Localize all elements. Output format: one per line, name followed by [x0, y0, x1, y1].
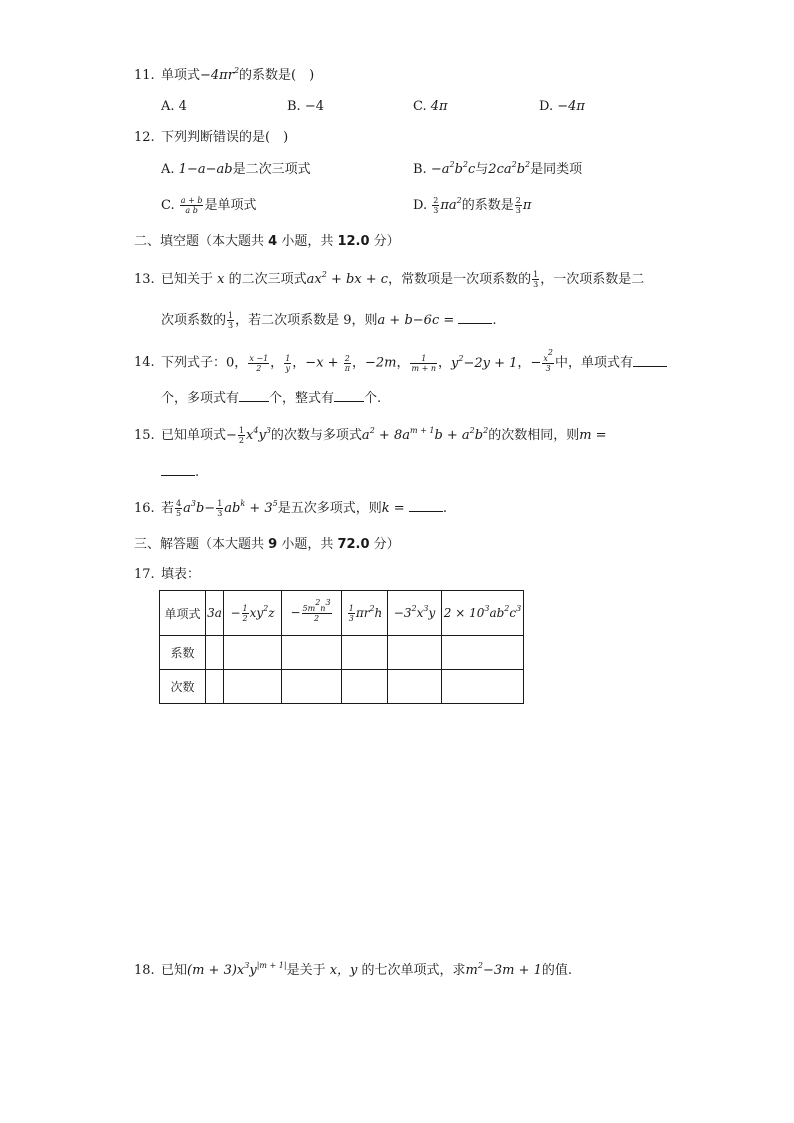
- fraction: $\frac{1}{3}$: [228, 311, 234, 330]
- section-heading-answers: 三、解答题（本大题共 9 小题，共 72.0 分）: [134, 537, 400, 552]
- answer-blank[interactable]: [458, 311, 492, 324]
- answer-cell[interactable]: [388, 636, 442, 670]
- answer-cell[interactable]: [206, 636, 224, 670]
- table-header-cell: 系数: [160, 636, 206, 670]
- question-number: 15.: [134, 428, 155, 443]
- page: 11. 单项式$-4\pi r^2$的系数是( ) A. 4 B. −4 C. 4π D. −4π 12. 下列判断错误的是( ) A. 1−a−ab是二次三项式 B. $-a^2b^2c$与$2ca^2b^2$是同类项 C. $\frac{a + b}{\text{a b}}$ 是单项式 D. $\frac{2}{3}$ $\pi a^2$的系数是 $\frac{2}{3}$ π 二、填空题（本大题共 4 小题，共 12.0 分） 13. 已知关于 x 的二次三项式$ax^2$ + bx + c，常数项是一次项系数的 $\frac{1}{3}$ ，一次项系数是二 次项系数的 $\frac{1}{3}$ ，若二次项系数是 9，则a + b−6c = . 14. 下列式子：0， $\frac{x -1}{2}$ ， $\frac{1}{y}$ ，−x + $\frac{2}{\pi}$ ，−2m， $\frac{1}{m + n}$ ，$y^2-2y + 1$，− $\frac{x^2}{3}$ 中，单项式有 个，多项式有 个，整式有 个. 15. 已知单项式− $\frac{1}{2}$ $x^4y^3$的次数与多项式$a^2 + 8a^{m + 1}b + a^2b^2$的次数相同，则m = . 16. 若 $\frac{4}{5}$ $a^3b-$ $\frac{1}{3}$ $ab^k + 3^5$是五次多项式，则k = . 三、解答题（本大题共 9 小题，共 72.0 分） 17. 填表： 单项式 3a − $\frac{1}{2}$ $xy^2z$ − $\frac{5m^2n^3}{2}$ $\frac{1}{3}$ $\pi r^2h$ $-3^2x^3y$ $2 \times 10^3ab^2c^3$ 系数 次数 18. 已知$(m + 3)x^3y^{|m + 1|}$是关于 x，y 的七次单项式，求$m^2-3m + 1$的值.: [0, 0, 794, 1123]
- monomial-table: [159, 590, 524, 704]
- answer-blank[interactable]: [239, 389, 269, 402]
- table-row: [160, 670, 524, 704]
- answer-blank[interactable]: [334, 389, 364, 402]
- fraction: $\frac{1}{3}$: [533, 270, 539, 289]
- math-expression: $-4\pi r^2$: [200, 66, 240, 83]
- answer-cell[interactable]: [442, 670, 524, 704]
- table-cell: − $\frac{5m^2n^3}{2}$: [282, 591, 342, 636]
- table-cell: 3a: [206, 591, 224, 636]
- answer-cell[interactable]: [342, 636, 388, 670]
- fraction: $\frac{x^2}{3}$: [543, 348, 553, 373]
- question-number: 13.: [134, 272, 155, 287]
- answer-cell[interactable]: [282, 670, 342, 704]
- table-cell: $2 \times 10^3ab^2c^3$: [442, 591, 524, 636]
- answer-blank[interactable]: [161, 463, 195, 476]
- table-header-cell: 次数: [160, 670, 206, 704]
- question-number: 14.: [134, 355, 155, 370]
- fraction: $\frac{1}{2}$: [238, 426, 245, 445]
- fraction: $\frac{1}{y}$: [285, 353, 291, 373]
- question-number: 18.: [134, 963, 155, 978]
- fraction: $\frac{x -1}{2}$: [249, 353, 269, 373]
- answer-cell[interactable]: [442, 636, 524, 670]
- answer-cell[interactable]: [388, 670, 442, 704]
- fraction: $\frac{1}{3}$: [217, 499, 223, 518]
- table-row: [160, 636, 524, 670]
- table-header-cell: 单项式: [160, 591, 206, 636]
- option-c[interactable]: C. $\frac{a + b}{\text{a b}}$ 是单项式: [161, 196, 257, 215]
- table-cell: $-3^2x^3y$: [388, 591, 442, 636]
- question-number: 17.: [134, 567, 155, 582]
- fraction: $\frac{4}{5}$: [176, 499, 182, 518]
- fraction: $\frac{2}{3}$: [433, 196, 439, 215]
- stem-text: 填表：: [161, 567, 201, 582]
- stem-text: 下列判断错误的是( ): [161, 130, 289, 145]
- fraction: $\frac{1}{m + n}$: [411, 353, 437, 373]
- answer-cell[interactable]: [342, 670, 388, 704]
- answer-blank[interactable]: [633, 354, 667, 367]
- section-heading-fill-in: 二、填空题（本大题共 4 小题，共 12.0 分）: [134, 234, 400, 249]
- option-d[interactable]: D. −4π: [539, 99, 585, 114]
- option-a[interactable]: A. 1−a−ab是二次三项式: [161, 162, 311, 177]
- table-cell: − $\frac{1}{2}$ $xy^2z$: [224, 591, 282, 636]
- question-number: 12.: [134, 130, 155, 145]
- fraction: $\frac{2}{\pi}$: [344, 353, 350, 373]
- fraction: $\frac{2}{3}$: [515, 196, 521, 215]
- option-c[interactable]: C. 4π: [413, 99, 448, 114]
- answer-blank[interactable]: [409, 499, 443, 512]
- stem-text: 单项式: [161, 68, 201, 83]
- answer-cell[interactable]: [206, 670, 224, 704]
- option-a[interactable]: A. 4: [161, 99, 187, 114]
- table-cell: $\frac{1}{3}$ $\pi r^2h$: [342, 591, 388, 636]
- answer-cell[interactable]: [224, 636, 282, 670]
- fraction: $\frac{a + b}{\text{a b}}$: [180, 196, 203, 215]
- option-b[interactable]: B. −4: [287, 99, 324, 114]
- option-b[interactable]: B. $-a^2b^2c$与$2ca^2b^2$是同类项: [413, 160, 583, 177]
- stem-text: 的系数是( ): [239, 68, 315, 83]
- answer-cell[interactable]: [282, 636, 342, 670]
- table-row: [160, 591, 524, 636]
- answer-cell[interactable]: [224, 670, 282, 704]
- question-number: 16.: [134, 501, 155, 516]
- question-number: 11.: [134, 68, 155, 83]
- option-d[interactable]: D. $\frac{2}{3}$ $\pi a^2$的系数是 $\frac{2}{3}$ π: [413, 196, 532, 215]
